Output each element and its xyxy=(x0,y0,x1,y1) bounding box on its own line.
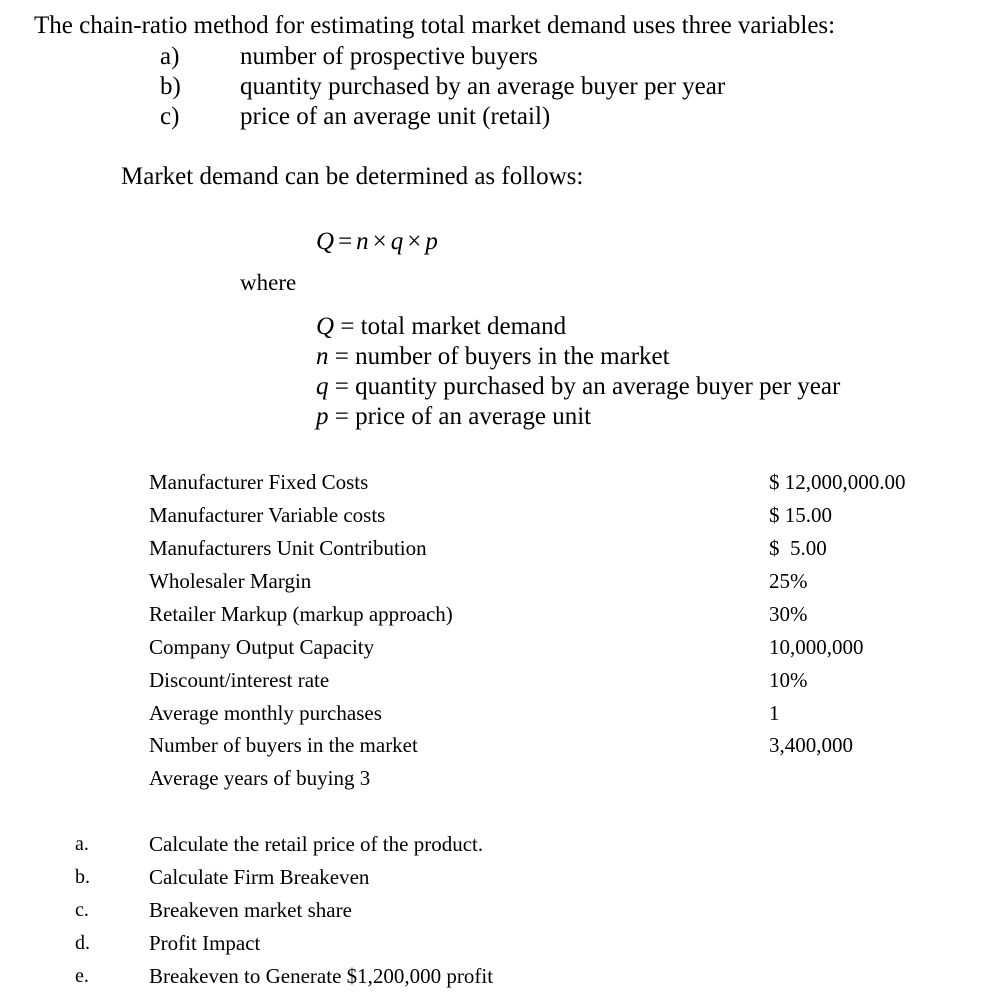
demand-formula xyxy=(316,228,438,256)
subheading: Market demand can be determined as follows: xyxy=(121,163,584,190)
table-row-label: Manufacturer Variable costs xyxy=(149,503,386,527)
formula-equals: = xyxy=(338,228,353,255)
definition-symbol: n xyxy=(316,343,329,370)
table-row-label: Number of buyers in the market xyxy=(149,733,418,757)
definition-text: = number of buyers in the market xyxy=(328,343,670,370)
table-row-value: 30% xyxy=(769,602,808,626)
question-letter-e: e. xyxy=(75,965,89,987)
formula-n: n xyxy=(356,228,369,255)
question-text-b: Calculate Firm Breakeven xyxy=(149,865,370,889)
formula-p: p xyxy=(425,228,438,255)
variable-text-b: quantity purchased by an average buyer per year xyxy=(240,73,726,100)
definition-symbol: Q xyxy=(316,313,335,340)
definition-text: = total market demand xyxy=(334,313,567,340)
table-row-label: Company Output Capacity xyxy=(149,635,375,659)
variable-letter-a: a) xyxy=(160,43,180,70)
definition-symbol: p xyxy=(316,403,329,430)
question-text-a: Calculate the retail price of the product. xyxy=(149,832,484,856)
variable-text-c: price of an average unit (retail) xyxy=(240,103,551,130)
table-row-value: $ 5.00 xyxy=(769,536,827,560)
variable-letter-b: b) xyxy=(160,73,181,100)
question-letter-c: c. xyxy=(75,899,89,921)
table-row-value: 10% xyxy=(769,668,808,692)
table-row-value: 25% xyxy=(769,569,808,593)
question-text-d: Profit Impact xyxy=(149,931,261,955)
table-row-label: Average years of buying 3 xyxy=(149,766,371,790)
table-row-value: 10,000,000 xyxy=(769,635,864,659)
definition-symbol: q xyxy=(316,373,329,400)
question-letter-a: a. xyxy=(75,833,89,855)
table-row-label: Retailer Markup (markup approach) xyxy=(149,602,453,626)
definition-Q xyxy=(316,313,566,341)
table-row-label: Discount/interest rate xyxy=(149,668,330,692)
definition-n xyxy=(316,343,670,371)
formula-times-1: × xyxy=(372,228,387,255)
formula-q: q xyxy=(390,228,404,255)
question-text-e: Breakeven to Generate $1,200,000 profit xyxy=(149,964,494,988)
table-row-label: Wholesaler Margin xyxy=(149,569,312,593)
definition-q xyxy=(316,373,840,401)
table-row-label: Manufacturer Fixed Costs xyxy=(149,470,369,494)
table-row-label: Manufacturers Unit Contribution xyxy=(149,536,427,560)
intro-text: The chain-ratio method for estimating total market demand uses three variables: xyxy=(34,12,836,39)
question-text-c: Breakeven market share xyxy=(149,898,352,922)
table-row-label: Average monthly purchases xyxy=(149,701,382,725)
definition-text: = quantity purchased by an average buyer per year xyxy=(328,373,841,400)
table-row-value: 1 xyxy=(769,701,780,725)
variable-text-a: number of prospective buyers xyxy=(240,43,538,70)
table-row-value: $ 15.00 xyxy=(769,503,832,527)
formula-times-2: × xyxy=(407,228,422,255)
where-label: where xyxy=(240,270,297,295)
table-row-value: $ 12,000,000.00 xyxy=(769,470,906,494)
variable-letter-c: c) xyxy=(160,103,180,130)
definition-text: = price of an average unit xyxy=(328,403,592,430)
formula-Q: Q xyxy=(316,228,335,255)
table-row-value: 3,400,000 xyxy=(769,733,853,757)
question-letter-b: b. xyxy=(75,866,90,888)
definition-p xyxy=(316,403,591,431)
question-letter-d: d. xyxy=(75,932,90,954)
